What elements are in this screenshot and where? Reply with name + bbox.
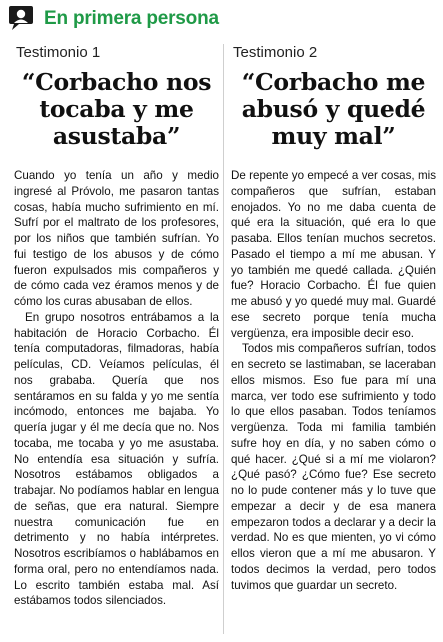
- testimonio-2-column: [231, 44, 436, 593]
- speech-bubble-icon: [6, 5, 36, 33]
- paragraph: Todos mis compañeros sufrían, todos en secreto se lastimaban, se laceraban ellos mismos. Eso fue para mí una marca, ver todo ese sufrimiento y todo lo que ellos pasaban. Todos teníamos vergüenza. Toda mi familia también sufre hoy en día, y no saben cómo o qué hacer. ¿Qué si a mí me violaron? ¿Qué pasó? ¿Cómo fue? Ese secreto no lo pude contener más y lo tuve que empezar a decir y de esa manera empezaron todos a declarar y a decir la verdad. No es que mienten, yo vi cómo ellos vieron que a mí me abusaron. Y todos decimos la verdad, pero todos tuvimos que guardar un secreto.: [231, 342, 436, 592]
- section-header: [6, 4, 219, 34]
- section-title: En primera persona: [44, 8, 219, 29]
- testimonio-1-column: [14, 44, 219, 609]
- column-divider: [223, 44, 224, 634]
- testimonio-2-body: [231, 168, 436, 593]
- testimonio-1-body: [14, 168, 219, 609]
- paragraph: De repente yo empecé a ver cosas, mis compañeros que sufrían, estaban enojados. Yo no me daba cuenta de qué era la situación, qué era lo que pasaba. Ellos tenían muchos secretos. Pasado el tiempo a mí me abusan. Y yo también me quedé callada. ¿Quién fue? Horacio Corbacho. Él fue quien me abusó y yo quedé muy mal. Guardé ese secreto porque tenía mucha vergüenza, era imposible decir eso.: [231, 169, 436, 340]
- testimonio-2-label: Testimonio 2: [233, 44, 318, 61]
- paragraph: En grupo nosotros entrábamos a la habitación de Horacio Corbacho. Él tenía computadoras, filmadoras, había películas, CD. Veíamos películas, él nos grababa. Quería que nos sentáramos en su falda y yo me sentía incómodo, entonces me bajaba. Yo quería jugar y él me decía que no. Nos tocaba, me tocaba y yo me asustaba. No entendía esa situación y sufría. Nosotros estábamos obligados a trabajar. No podíamos hablar en lengua de señas, que era natural. Siempre nuestra comunicación fue en detrimento y no había intérpretes. Nosotros escribíamos o hablábamos en forma oral, pero no entendíamos nada. Lo escrito también estaba mal. Así estábamos todos silenciados.: [14, 310, 219, 608]
- testimonio-1-quote: “Corbacho nos tocaba y me asustaba”: [21, 68, 212, 150]
- paragraph: Cuando yo tenía un año y medio ingresé al Próvolo, me pasaron tantas cosas, había mucho sufrimiento en mí. Sufrí por el maltrato de los profesores, por los niños que también sufrían. Yo fui testigo de los abusos y de cómo fueron expulsados mis compañeros y de cómo cada vez éramos menos y de cómo los curas abusaban de ellos.: [14, 169, 219, 308]
- testimonio-2-quote: “Corbacho me abusó y quedé muy mal”: [241, 68, 426, 150]
- testimonio-1-label: Testimonio 1: [16, 44, 101, 61]
